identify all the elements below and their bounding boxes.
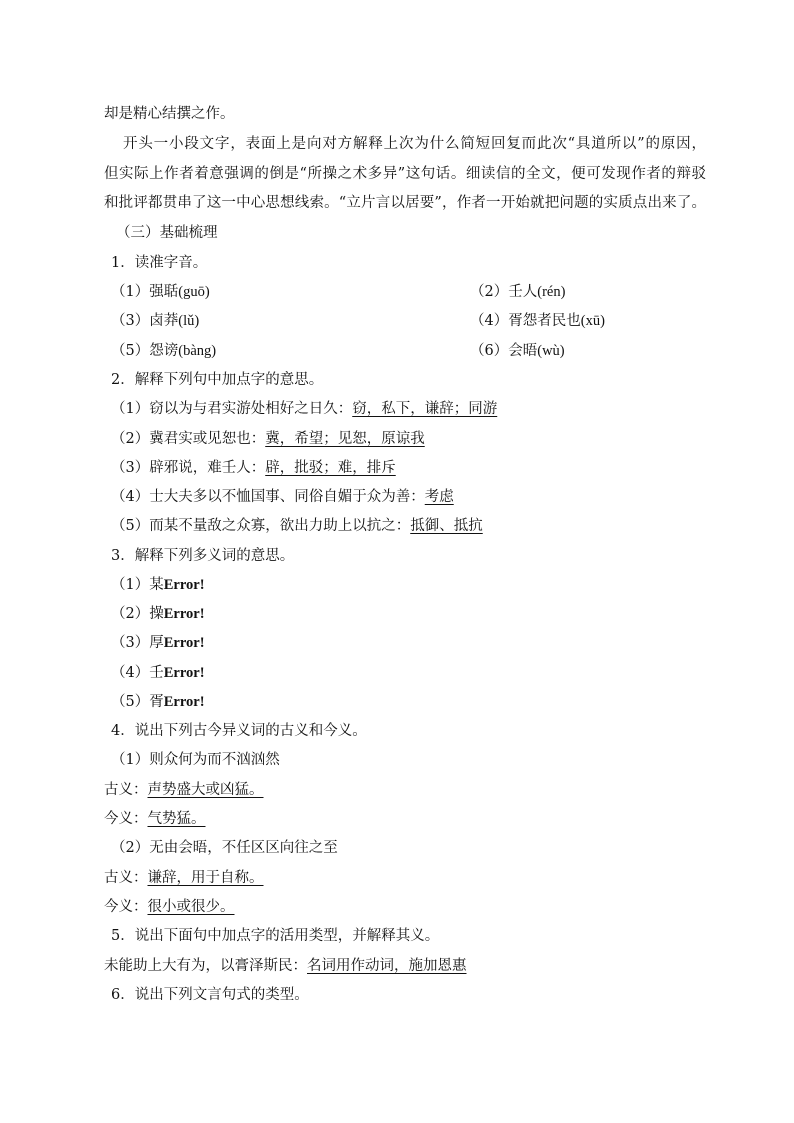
answer: 名词用作动词，施加恩惠: [307, 958, 467, 974]
modern-meaning: 今义：很小或很少。: [104, 899, 235, 915]
ancient-meaning: 古义：谦辞，用于自称。: [104, 870, 264, 886]
paragraph-line: 开头一小段文字，表面上是向对方解释上次为什么简短回复而此次“具道所以”的原因，: [123, 136, 706, 152]
answer: 抵御、抵抗: [410, 518, 483, 534]
error-text: Error!: [163, 694, 205, 710]
answer: 窃，私下，谦辞；同游: [352, 401, 498, 417]
explanation-item: （4）士大夫多以不恤国事、同俗自媚于众为善：考虑: [111, 489, 454, 505]
paragraph-line: 和批评都贯串了这一中心思想线索。“立片言以居要”，作者一开始就把问题的实质点出来了。: [104, 195, 706, 211]
answer: 辟，批驳；难，排斥: [265, 460, 396, 476]
question-title: 3．解释下列多义词的意思。: [111, 548, 295, 564]
answer: 谦辞，用于自称。: [147, 870, 264, 886]
pronunciation-item: （1）强聒(guō): [111, 284, 210, 300]
polysemy-item: （1）某Error!: [111, 577, 205, 593]
question-title: 1．读准字音。: [111, 255, 208, 271]
pronunciation-item: （5）怨谤(bàng): [111, 343, 217, 359]
question-title: 4．说出下列古今异义词的古义和今义。: [111, 723, 367, 739]
paragraph-line: 但实际上作者着意强调的倒是“所操之术多异”这句话。细读信的全文，便可发现作者的辩驳: [104, 166, 706, 182]
section-heading: （三）基础梳理: [116, 225, 218, 241]
error-text: Error!: [163, 577, 205, 593]
answer: 气势猛。: [147, 811, 206, 827]
modern-meaning: 今义：气势猛。: [104, 811, 206, 827]
sentence-item: （1）则众何为而不汹汹然: [111, 752, 280, 768]
error-text: Error!: [163, 665, 205, 681]
usage-item: 未能助上大有为，以膏泽斯民：名词用作动词，施加恩惠: [104, 958, 467, 974]
answer: 考虑: [424, 489, 454, 505]
ancient-meaning: 古义：声势盛大或凶猛。: [104, 782, 264, 798]
intro-line: 却是精心结撰之作。: [104, 106, 235, 122]
pronunciation-item: （4）胥怨者民也(xū): [470, 313, 605, 329]
question-title: 6．说出下列文言句式的类型。: [111, 987, 309, 1003]
sentence-item: （2）无由会晤，不任区区向往之至: [111, 840, 338, 856]
polysemy-item: （3）厚Error!: [111, 635, 205, 651]
question-title: 5．说出下面句中加点字的活用类型，并解释其义。: [111, 928, 440, 944]
error-text: Error!: [163, 635, 205, 651]
polysemy-item: （4）壬Error!: [111, 665, 205, 681]
polysemy-item: （5）胥Error!: [111, 694, 205, 710]
pronunciation-item: （3）卤莽(lǔ): [111, 313, 200, 329]
pronunciation-item: （6）会晤(wù): [470, 343, 565, 359]
explanation-item: （5）而某不量敌之众寡，欲出力助上以抗之：抵御、抵抗: [111, 518, 483, 534]
answer: 很小或很少。: [147, 899, 235, 915]
polysemy-item: （2）操Error!: [111, 606, 205, 622]
question-title: 2．解释下列句中加点字的意思。: [111, 372, 324, 388]
explanation-item: （1）窃以为与君实游处相好之日久：窃，私下，谦辞；同游: [111, 401, 498, 417]
answer: 冀，希望；见恕，原谅我: [265, 431, 425, 447]
error-text: Error!: [163, 606, 205, 622]
answer: 声势盛大或凶猛。: [147, 782, 264, 798]
pronunciation-item: （2）壬人(rén): [470, 284, 566, 300]
explanation-item: （3）辟邪说，难壬人：辟，批驳；难，排斥: [111, 460, 396, 476]
explanation-item: （2）冀君实或见恕也：冀，希望；见恕，原谅我: [111, 431, 425, 447]
